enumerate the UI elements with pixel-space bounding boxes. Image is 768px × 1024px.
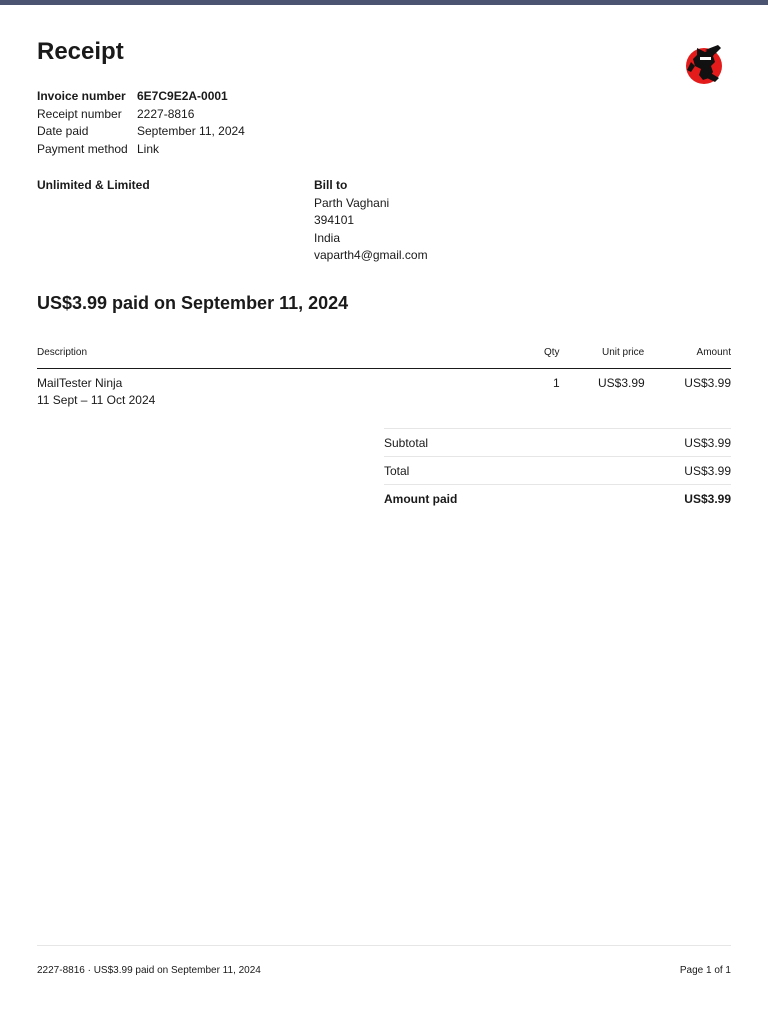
item-description-cell [37,375,155,408]
item-qty: 1 [553,376,560,390]
item-unit-price: US$3.99 [598,376,645,390]
subtotal-row [384,428,731,456]
column-header-amount: Amount [696,347,731,358]
date-paid-label: Date paid [37,124,89,139]
date-paid-value: September 11, 2024 [137,124,245,139]
footer-summary: 2227-8816 · US$3.99 paid on September 11, 2024 [37,965,261,976]
bill-to-country: India [314,230,341,245]
item-period: 11 Sept – 11 Oct 2024 [37,392,156,407]
bill-to-name: Parth Vaghani [314,195,390,210]
ninja-logo-icon [685,42,727,86]
seller-name: Unlimited & Limited [37,178,150,192]
meta-row-receipt-number [37,106,245,124]
footer-divider [37,945,731,946]
amount-paid-label: Amount paid [384,492,458,506]
meta-row-invoice-number [37,88,245,106]
column-header-qty: Qty [544,347,560,358]
payment-method-value: Link [137,141,160,156]
payment-method-label: Payment method [37,141,128,156]
column-header-description: Description [37,347,88,358]
bill-to-block [314,177,428,265]
bill-to-postal: 394101 [314,213,355,228]
receipt-page [37,0,731,1024]
subtotal-value: US$3.99 [684,436,731,450]
invoice-number-label: Invoice number [37,89,126,103]
amount-paid-row [384,484,731,512]
subtotal-label: Subtotal [384,436,429,450]
receipt-number-value: 2227-8816 [137,106,195,121]
items-table-header [37,347,731,369]
invoice-number-value: 6E7C9E2A-0001 [137,89,228,103]
receipt-number-label: Receipt number [37,106,122,121]
receipt-meta [37,88,245,158]
item-amount: US$3.99 [684,376,731,390]
payment-headline: US$3.99 paid on September 11, 2024 [37,293,349,313]
column-header-unit-price: Unit price [602,347,645,358]
total-label: Total [384,464,410,478]
bill-to-heading: Bill to [314,178,348,192]
amount-paid-value: US$3.99 [684,492,731,506]
page-number: Page 1 of 1 [679,965,731,976]
meta-row-payment-method [37,141,245,159]
bill-to-email: vaparth4@gmail.com [314,248,428,263]
total-row [384,456,731,484]
total-value: US$3.99 [684,464,731,478]
page-title: Receipt [37,38,124,65]
item-description: MailTester Ninja [37,376,123,390]
meta-row-date-paid [37,123,245,141]
totals-block [384,428,731,512]
